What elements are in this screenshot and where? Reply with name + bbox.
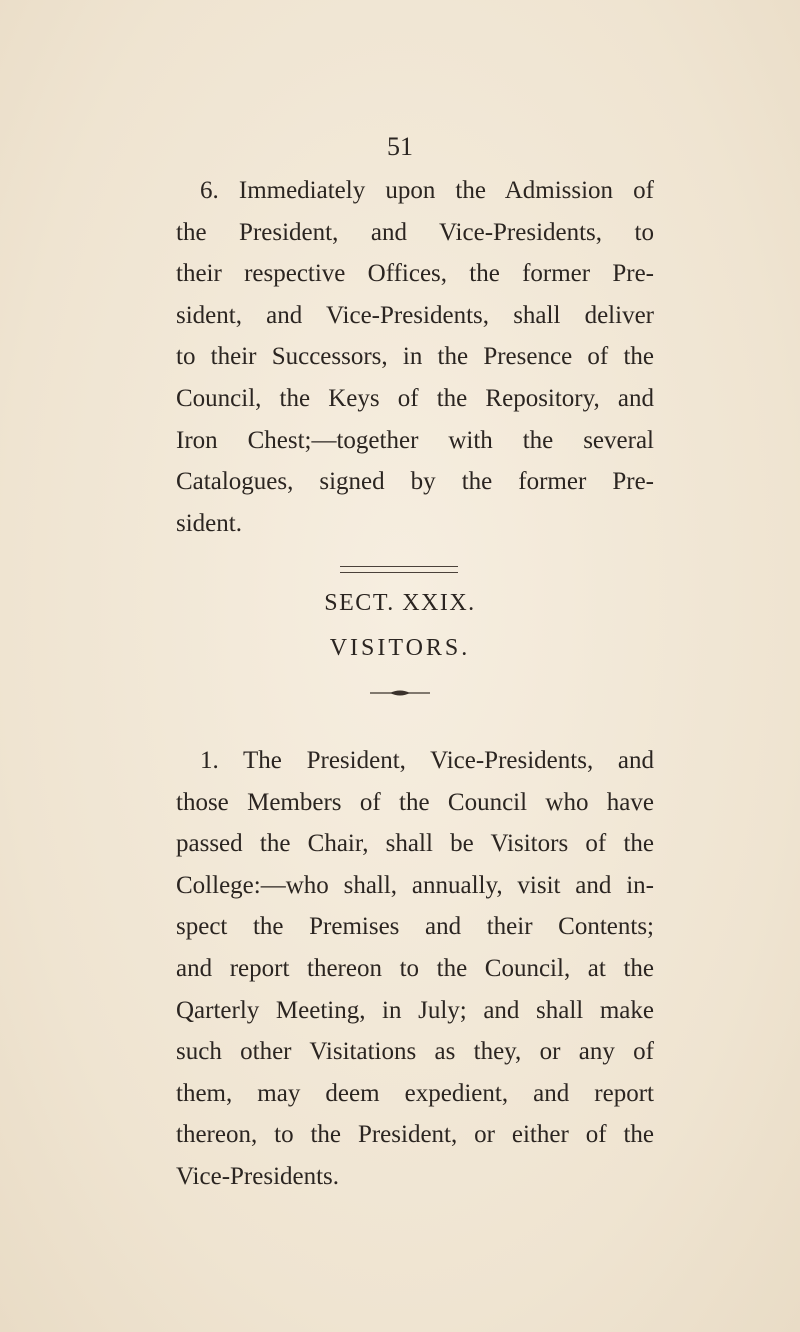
ornament-rule-icon	[370, 688, 430, 698]
section-subtitle: VISITORS.	[329, 635, 471, 661]
double-rule-divider	[340, 566, 458, 573]
text-line: 1. The President, Vice-Presidents, and	[200, 747, 654, 774]
text-line: those Members of the Council who have	[176, 788, 654, 816]
text-line: the President, and Vice-Presidents, to	[176, 218, 654, 246]
text-line: Council, the Keys of the Repository, and	[176, 384, 654, 412]
text-line: Iron Chest;—together with the several	[176, 426, 654, 454]
text-line: College:—who shall, annually, visit and in-	[176, 871, 654, 899]
text-line: Qarterly Meeting, in July; and shall make	[176, 996, 654, 1024]
text-line: 6. Immediately upon the Admission of	[200, 177, 654, 204]
text-line: thereon, to the President, or either of the	[176, 1121, 654, 1149]
text-line: spect the Premises and their Contents;	[176, 913, 654, 941]
paragraph-1	[176, 740, 654, 1198]
text-line: passed the Chair, shall be Visitors of the	[176, 830, 654, 858]
text-line: sident.	[176, 509, 242, 537]
text-line: and report thereon to the Council, at the	[176, 954, 654, 982]
text-line: such other Visitations as they, or any of	[176, 1038, 654, 1066]
text-line: to their Successors, in the Presence of the	[176, 343, 654, 371]
section-title: SECT. XXIX.	[324, 590, 476, 616]
page-number: 51	[387, 132, 413, 161]
paragraph-6	[176, 170, 654, 544]
text-line: Vice-Presidents.	[176, 1162, 340, 1190]
text-line: them, may deem expedient, and report	[176, 1079, 654, 1107]
text-line: their respective Offices, the former Pre-	[176, 260, 654, 288]
text-line: Catalogues, signed by the former Pre-	[176, 468, 654, 496]
text-line: sident, and Vice-Presidents, shall deliver	[176, 301, 654, 329]
